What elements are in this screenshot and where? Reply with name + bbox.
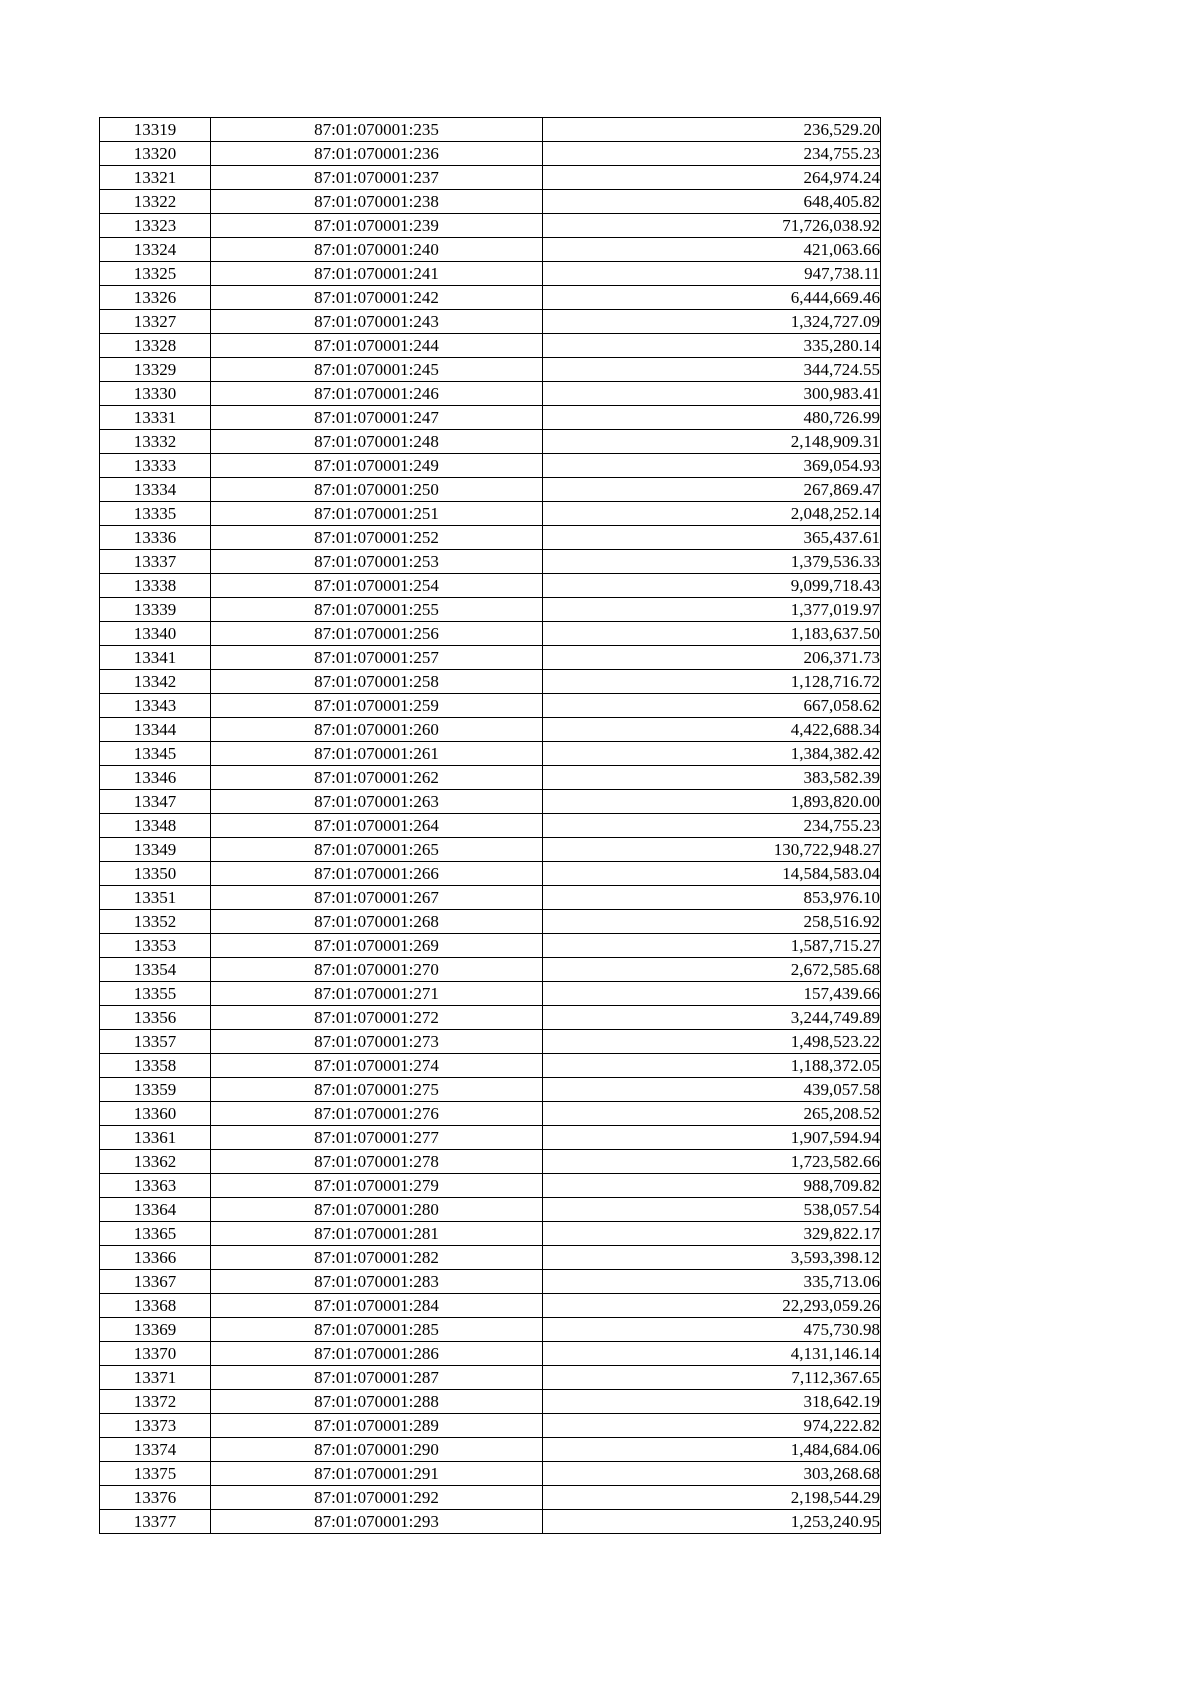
cadastral-number-cell: 87:01:070001:240 <box>211 238 543 262</box>
cadastral-value-cell: 383,582.39 <box>543 766 881 790</box>
cadastral-number-cell: 87:01:070001:279 <box>211 1174 543 1198</box>
row-number-cell: 13320 <box>100 142 211 166</box>
table-row <box>100 910 881 934</box>
cadastral-value-cell: 439,057.58 <box>543 1078 881 1102</box>
row-number-cell: 13353 <box>100 934 211 958</box>
table-row <box>100 670 881 694</box>
cadastral-value-cell: 475,730.98 <box>543 1318 881 1342</box>
table-row <box>100 1150 881 1174</box>
table-row <box>100 262 881 286</box>
cadastral-number-cell: 87:01:070001:263 <box>211 790 543 814</box>
table-row <box>100 1486 881 1510</box>
cadastral-value-cell: 648,405.82 <box>543 190 881 214</box>
table-row <box>100 382 881 406</box>
cadastral-number-cell: 87:01:070001:271 <box>211 982 543 1006</box>
cadastral-value-cell: 234,755.23 <box>543 814 881 838</box>
row-number-cell: 13374 <box>100 1438 211 1462</box>
row-number-cell: 13366 <box>100 1246 211 1270</box>
cadastral-number-cell: 87:01:070001:259 <box>211 694 543 718</box>
row-number-cell: 13363 <box>100 1174 211 1198</box>
cadastral-number-cell: 87:01:070001:284 <box>211 1294 543 1318</box>
cadastral-number-cell: 87:01:070001:269 <box>211 934 543 958</box>
row-number-cell: 13350 <box>100 862 211 886</box>
row-number-cell: 13354 <box>100 958 211 982</box>
cadastral-value-cell: 264,974.24 <box>543 166 881 190</box>
table-row <box>100 766 881 790</box>
row-number-cell: 13335 <box>100 502 211 526</box>
cadastral-number-cell: 87:01:070001:249 <box>211 454 543 478</box>
cadastral-number-cell: 87:01:070001:241 <box>211 262 543 286</box>
row-number-cell: 13324 <box>100 238 211 262</box>
row-number-cell: 13345 <box>100 742 211 766</box>
cadastral-value-cell: 1,377,019.97 <box>543 598 881 622</box>
row-number-cell: 13344 <box>100 718 211 742</box>
cadastral-value-cell: 344,724.55 <box>543 358 881 382</box>
row-number-cell: 13365 <box>100 1222 211 1246</box>
table-row <box>100 286 881 310</box>
table-row <box>100 742 881 766</box>
cadastral-number-cell: 87:01:070001:236 <box>211 142 543 166</box>
cadastral-value-cell: 9,099,718.43 <box>543 574 881 598</box>
cadastral-number-cell: 87:01:070001:253 <box>211 550 543 574</box>
cadastral-value-cell: 335,713.06 <box>543 1270 881 1294</box>
row-number-cell: 13364 <box>100 1198 211 1222</box>
cadastral-value-cell: 2,198,544.29 <box>543 1486 881 1510</box>
row-number-cell: 13372 <box>100 1390 211 1414</box>
row-number-cell: 13342 <box>100 670 211 694</box>
row-number-cell: 13373 <box>100 1414 211 1438</box>
row-number-cell: 13362 <box>100 1150 211 1174</box>
cadastral-number-cell: 87:01:070001:273 <box>211 1030 543 1054</box>
cadastral-value-cell: 2,048,252.14 <box>543 502 881 526</box>
cadastral-value-cell: 258,516.92 <box>543 910 881 934</box>
row-number-cell: 13338 <box>100 574 211 598</box>
table-row <box>100 526 881 550</box>
row-number-cell: 13347 <box>100 790 211 814</box>
cadastral-value-cell: 1,188,372.05 <box>543 1054 881 1078</box>
row-number-cell: 13343 <box>100 694 211 718</box>
row-number-cell: 13334 <box>100 478 211 502</box>
cadastral-value-cell: 6,444,669.46 <box>543 286 881 310</box>
row-number-cell: 13348 <box>100 814 211 838</box>
table-row <box>100 1318 881 1342</box>
row-number-cell: 13356 <box>100 1006 211 1030</box>
table-row <box>100 214 881 238</box>
table-row <box>100 142 881 166</box>
row-number-cell: 13337 <box>100 550 211 574</box>
table-row <box>100 1102 881 1126</box>
cadastral-value-cell: 1,384,382.42 <box>543 742 881 766</box>
row-number-cell: 13349 <box>100 838 211 862</box>
table-row <box>100 1222 881 1246</box>
row-number-cell: 13339 <box>100 598 211 622</box>
cadastral-number-cell: 87:01:070001:250 <box>211 478 543 502</box>
row-number-cell: 13340 <box>100 622 211 646</box>
table-row <box>100 1342 881 1366</box>
table-row <box>100 1246 881 1270</box>
row-number-cell: 13331 <box>100 406 211 430</box>
table-row <box>100 406 881 430</box>
cadastral-number-cell: 87:01:070001:247 <box>211 406 543 430</box>
cadastral-value-cell: 2,148,909.31 <box>543 430 881 454</box>
table-row <box>100 574 881 598</box>
cadastral-value-cell: 265,208.52 <box>543 1102 881 1126</box>
cadastral-value-cell: 1,498,523.22 <box>543 1030 881 1054</box>
cadastral-number-cell: 87:01:070001:278 <box>211 1150 543 1174</box>
table-row <box>100 1030 881 1054</box>
cadastral-value-cell: 4,422,688.34 <box>543 718 881 742</box>
cadastral-value-cell: 988,709.82 <box>543 1174 881 1198</box>
cadastral-value-cell: 365,437.61 <box>543 526 881 550</box>
table-row <box>100 694 881 718</box>
cadastral-value-cell: 667,058.62 <box>543 694 881 718</box>
cadastral-value-cell: 3,244,749.89 <box>543 1006 881 1030</box>
cadastral-number-cell: 87:01:070001:272 <box>211 1006 543 1030</box>
cadastral-number-cell: 87:01:070001:237 <box>211 166 543 190</box>
cadastral-value-cell: 7,112,367.65 <box>543 1366 881 1390</box>
table-row <box>100 1006 881 1030</box>
cadastral-number-cell: 87:01:070001:275 <box>211 1078 543 1102</box>
table-row <box>100 430 881 454</box>
table-row <box>100 1390 881 1414</box>
table-row <box>100 454 881 478</box>
row-number-cell: 13359 <box>100 1078 211 1102</box>
cadastral-number-cell: 87:01:070001:239 <box>211 214 543 238</box>
row-number-cell: 13351 <box>100 886 211 910</box>
cadastral-number-cell: 87:01:070001:270 <box>211 958 543 982</box>
cadastral-value-cell: 1,723,582.66 <box>543 1150 881 1174</box>
table-row <box>100 982 881 1006</box>
cadastral-value-cell: 4,131,146.14 <box>543 1342 881 1366</box>
cadastral-value-cell: 1,128,716.72 <box>543 670 881 694</box>
cadastral-number-cell: 87:01:070001:276 <box>211 1102 543 1126</box>
table-row <box>100 1174 881 1198</box>
cadastral-number-cell: 87:01:070001:292 <box>211 1486 543 1510</box>
cadastral-value-cell: 267,869.47 <box>543 478 881 502</box>
cadastral-number-cell: 87:01:070001:274 <box>211 1054 543 1078</box>
table-row <box>100 1294 881 1318</box>
row-number-cell: 13323 <box>100 214 211 238</box>
cadastral-value-cell: 71,726,038.92 <box>543 214 881 238</box>
table-row <box>100 598 881 622</box>
cadastral-number-cell: 87:01:070001:258 <box>211 670 543 694</box>
table-row <box>100 1438 881 1462</box>
cadastral-number-cell: 87:01:070001:252 <box>211 526 543 550</box>
table-row <box>100 718 881 742</box>
cadastral-number-cell: 87:01:070001:246 <box>211 382 543 406</box>
cadastral-number-cell: 87:01:070001:277 <box>211 1126 543 1150</box>
cadastral-number-cell: 87:01:070001:265 <box>211 838 543 862</box>
cadastral-value-cell: 206,371.73 <box>543 646 881 670</box>
table-row <box>100 622 881 646</box>
row-number-cell: 13325 <box>100 262 211 286</box>
row-number-cell: 13376 <box>100 1486 211 1510</box>
table-row <box>100 1510 881 1534</box>
table-row <box>100 118 881 142</box>
table-row <box>100 886 881 910</box>
cadastral-number-cell: 87:01:070001:238 <box>211 190 543 214</box>
cadastral-number-cell: 87:01:070001:245 <box>211 358 543 382</box>
cadastral-value-cell: 2,672,585.68 <box>543 958 881 982</box>
cadastral-value-cell: 329,822.17 <box>543 1222 881 1246</box>
table-row <box>100 502 881 526</box>
row-number-cell: 13328 <box>100 334 211 358</box>
row-number-cell: 13346 <box>100 766 211 790</box>
cadastral-value-table <box>99 117 881 1534</box>
cadastral-value-cell: 318,642.19 <box>543 1390 881 1414</box>
table-row <box>100 934 881 958</box>
cadastral-value-cell: 974,222.82 <box>543 1414 881 1438</box>
cadastral-number-cell: 87:01:070001:266 <box>211 862 543 886</box>
row-number-cell: 13370 <box>100 1342 211 1366</box>
row-number-cell: 13329 <box>100 358 211 382</box>
table-row <box>100 958 881 982</box>
row-number-cell: 13369 <box>100 1318 211 1342</box>
row-number-cell: 13371 <box>100 1366 211 1390</box>
cadastral-number-cell: 87:01:070001:242 <box>211 286 543 310</box>
cadastral-value-cell: 236,529.20 <box>543 118 881 142</box>
row-number-cell: 13322 <box>100 190 211 214</box>
cadastral-number-cell: 87:01:070001:289 <box>211 1414 543 1438</box>
cadastral-number-cell: 87:01:070001:256 <box>211 622 543 646</box>
row-number-cell: 13358 <box>100 1054 211 1078</box>
row-number-cell: 13368 <box>100 1294 211 1318</box>
table-body <box>100 118 881 1534</box>
cadastral-value-cell: 1,484,684.06 <box>543 1438 881 1462</box>
cadastral-number-cell: 87:01:070001:251 <box>211 502 543 526</box>
row-number-cell: 13367 <box>100 1270 211 1294</box>
table-row <box>100 1270 881 1294</box>
table-row <box>100 838 881 862</box>
cadastral-value-cell: 1,324,727.09 <box>543 310 881 334</box>
row-number-cell: 13319 <box>100 118 211 142</box>
cadastral-number-cell: 87:01:070001:262 <box>211 766 543 790</box>
row-number-cell: 13330 <box>100 382 211 406</box>
row-number-cell: 13377 <box>100 1510 211 1534</box>
row-number-cell: 13355 <box>100 982 211 1006</box>
cadastral-number-cell: 87:01:070001:264 <box>211 814 543 838</box>
table-row <box>100 1078 881 1102</box>
cadastral-number-cell: 87:01:070001:280 <box>211 1198 543 1222</box>
cadastral-value-cell: 130,722,948.27 <box>543 838 881 862</box>
table-row <box>100 646 881 670</box>
table-row <box>100 1054 881 1078</box>
cadastral-number-cell: 87:01:070001:290 <box>211 1438 543 1462</box>
row-number-cell: 13341 <box>100 646 211 670</box>
row-number-cell: 13361 <box>100 1126 211 1150</box>
row-number-cell: 13327 <box>100 310 211 334</box>
table-row <box>100 550 881 574</box>
cadastral-number-cell: 87:01:070001:268 <box>211 910 543 934</box>
row-number-cell: 13332 <box>100 430 211 454</box>
row-number-cell: 13336 <box>100 526 211 550</box>
table-row <box>100 1198 881 1222</box>
table-row <box>100 166 881 190</box>
table-row <box>100 190 881 214</box>
cadastral-value-cell: 3,593,398.12 <box>543 1246 881 1270</box>
cadastral-value-cell: 335,280.14 <box>543 334 881 358</box>
cadastral-value-cell: 303,268.68 <box>543 1462 881 1486</box>
table-row <box>100 790 881 814</box>
table-row <box>100 310 881 334</box>
cadastral-value-cell: 947,738.11 <box>543 262 881 286</box>
cadastral-value-cell: 1,587,715.27 <box>543 934 881 958</box>
cadastral-value-cell: 300,983.41 <box>543 382 881 406</box>
cadastral-number-cell: 87:01:070001:257 <box>211 646 543 670</box>
cadastral-value-cell: 853,976.10 <box>543 886 881 910</box>
cadastral-number-cell: 87:01:070001:288 <box>211 1390 543 1414</box>
cadastral-number-cell: 87:01:070001:235 <box>211 118 543 142</box>
cadastral-value-cell: 421,063.66 <box>543 238 881 262</box>
cadastral-number-cell: 87:01:070001:254 <box>211 574 543 598</box>
cadastral-value-cell: 22,293,059.26 <box>543 1294 881 1318</box>
cadastral-number-cell: 87:01:070001:261 <box>211 742 543 766</box>
cadastral-number-cell: 87:01:070001:260 <box>211 718 543 742</box>
cadastral-number-cell: 87:01:070001:248 <box>211 430 543 454</box>
row-number-cell: 13321 <box>100 166 211 190</box>
cadastral-value-cell: 1,379,536.33 <box>543 550 881 574</box>
table-row <box>100 1414 881 1438</box>
cadastral-number-cell: 87:01:070001:291 <box>211 1462 543 1486</box>
row-number-cell: 13375 <box>100 1462 211 1486</box>
cadastral-value-cell: 1,253,240.95 <box>543 1510 881 1534</box>
cadastral-value-cell: 538,057.54 <box>543 1198 881 1222</box>
row-number-cell: 13357 <box>100 1030 211 1054</box>
cadastral-number-cell: 87:01:070001:285 <box>211 1318 543 1342</box>
cadastral-number-cell: 87:01:070001:293 <box>211 1510 543 1534</box>
cadastral-value-cell: 14,584,583.04 <box>543 862 881 886</box>
table-row <box>100 862 881 886</box>
cadastral-number-cell: 87:01:070001:286 <box>211 1342 543 1366</box>
cadastral-value-cell: 157,439.66 <box>543 982 881 1006</box>
table-row <box>100 814 881 838</box>
cadastral-number-cell: 87:01:070001:282 <box>211 1246 543 1270</box>
row-number-cell: 13326 <box>100 286 211 310</box>
table-row <box>100 478 881 502</box>
cadastral-number-cell: 87:01:070001:243 <box>211 310 543 334</box>
row-number-cell: 13360 <box>100 1102 211 1126</box>
cadastral-value-cell: 1,907,594.94 <box>543 1126 881 1150</box>
table-row <box>100 1366 881 1390</box>
cadastral-number-cell: 87:01:070001:281 <box>211 1222 543 1246</box>
cadastral-number-cell: 87:01:070001:255 <box>211 598 543 622</box>
table-row <box>100 1126 881 1150</box>
table-row <box>100 334 881 358</box>
cadastral-number-cell: 87:01:070001:283 <box>211 1270 543 1294</box>
row-number-cell: 13352 <box>100 910 211 934</box>
cadastral-value-cell: 234,755.23 <box>543 142 881 166</box>
cadastral-number-cell: 87:01:070001:287 <box>211 1366 543 1390</box>
table-row <box>100 238 881 262</box>
row-number-cell: 13333 <box>100 454 211 478</box>
cadastral-value-cell: 369,054.93 <box>543 454 881 478</box>
table-row <box>100 1462 881 1486</box>
cadastral-value-cell: 1,893,820.00 <box>543 790 881 814</box>
cadastral-value-cell: 1,183,637.50 <box>543 622 881 646</box>
cadastral-value-cell: 480,726.99 <box>543 406 881 430</box>
cadastral-number-cell: 87:01:070001:244 <box>211 334 543 358</box>
table-row <box>100 358 881 382</box>
cadastral-number-cell: 87:01:070001:267 <box>211 886 543 910</box>
